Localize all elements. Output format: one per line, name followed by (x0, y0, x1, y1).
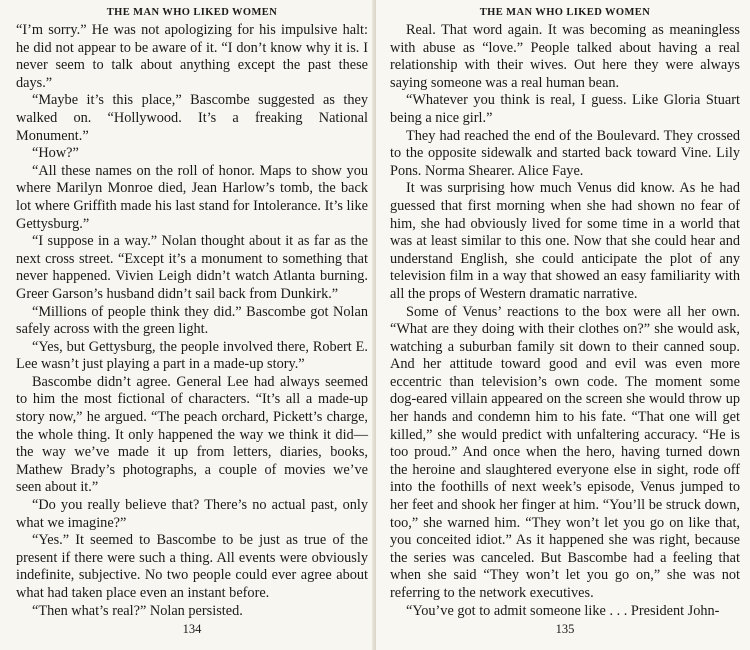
paragraph: “Yes.” It seemed to Bascombe to be just as true of the present if there were such a thing. All events were obviously indefinite, subjective. No two people could ever agree about what had taken place even an instant before. (16, 532, 368, 601)
paragraph: “Millions of people think they did.” Bascombe got Nolan safely across with the green light. (16, 303, 368, 338)
paragraph: “I’m sorry.” He was not apologizing for his impulsive halt: he did not appear to be aware of it. “I don’t know why it is. I never seem to talk about anything except the past these days.” (16, 22, 368, 91)
paragraph: “Yes, but Gettysburg, the people involved there, Robert E. Lee wasn’t just playing a part in a made-up story.” (16, 338, 368, 373)
paragraph: Some of Venus’ reactions to the box were all her own. “What are they doing with their clothes on?” she would ask, watching a suburban family sit down to their canned soup. And her attitude toward good and evil was even more eccentric than television’s own code. The moment some dog-eared villain appeared on the screen she would throw up her hands and condemn him to his fate. “That one will get killed,” she would predict with unfaltering accuracy. “He is too proud.” And once when the hero, having turned down the heroine and slaughtered everyone else in sight, rode off into the foothills of next week’s episode, Venus jumped to her feet and shook her finger at him. “You’ll be struck down, too,” she warned him. “They won’t let you go on like that, you conceited idiot.” As it happened she was right, because the series was canceled. But Bascombe had a feeling that when she said “They won’t let you go on,” she was not referring to the network executives. (390, 303, 740, 601)
right-page (376, 0, 750, 650)
paragraph: “You’ve got to admit someone like . . . President John- (406, 602, 720, 619)
paragraph: “How?” (32, 145, 79, 162)
paragraph: “Whatever you think is real, I guess. Like Gloria Stuart being a nice girl.” (390, 92, 740, 126)
paragraph: “Then what’s real?” Nolan persisted. (32, 602, 243, 619)
left-page-text (16, 22, 368, 620)
paragraph: Real. That word again. It was becoming as meaningless with abuse as “love.” People talked about having a real relationship with their wives. Out here they were always saying someone was a real human bean. (390, 22, 740, 91)
paragraph: “All these names on the roll of honor. Maps to show you where Marilyn Monroe died, Jean Harlow’s tomb, the back lot where Griffith made his last stand for Intolerance. It’s like Gettysburg.” (16, 162, 368, 232)
paragraph: “Maybe it’s this place,” Bascombe suggested as they walked on. “Hollywood. It’s a freaking National Monument.” (16, 92, 368, 144)
paragraph: Bascombe didn’t agree. General Lee had always seemed to him the most fictional of characters. “It’s all a made-up story now,” he argued. “The peach orchard, Pickett’s charge, the whole thing. It only happened the way we think it did—the way we’ve made it up from letters, diaries, books, Mathew Brady’s photographs, a couple of movies we’ve seen about it.” (16, 373, 368, 496)
paragraph: “Do you really believe that? There’s no actual past, only what we imagine?” (16, 497, 368, 531)
running-header-left: THE MAN WHO LIKED WOMEN (106, 7, 278, 18)
right-page-text (390, 22, 740, 620)
paragraph: It was surprising how much Venus did know. As he had guessed that first morning when she had shown no fear of him, she had obviously lived for some time in a world that was at least similar to this one. Now that she could hear and understand English, she could anticipate the plot of any television film in a way that showed an easy familiarity with all the props of Western dramatic narrative. (390, 180, 740, 302)
page-number-right: 135 (555, 622, 575, 637)
paragraph: They had reached the end of the Boulevard. They crossed to the opposite sidewalk and started back toward Vine. Lily Pons. Norma Shearer. Alice Faye. (390, 127, 740, 179)
running-header-right: THE MAN WHO LIKED WOMEN (479, 7, 651, 18)
page-number-left: 134 (182, 622, 202, 637)
paragraph: “I suppose in a way.” Nolan thought about it as far as the next cross street. “Except it’s a monument to something that never happened. Vivien Leigh didn’t watch Atlanta burning. Greer Garson’s husband didn’t sail back from Dunkirk.” (16, 233, 368, 302)
